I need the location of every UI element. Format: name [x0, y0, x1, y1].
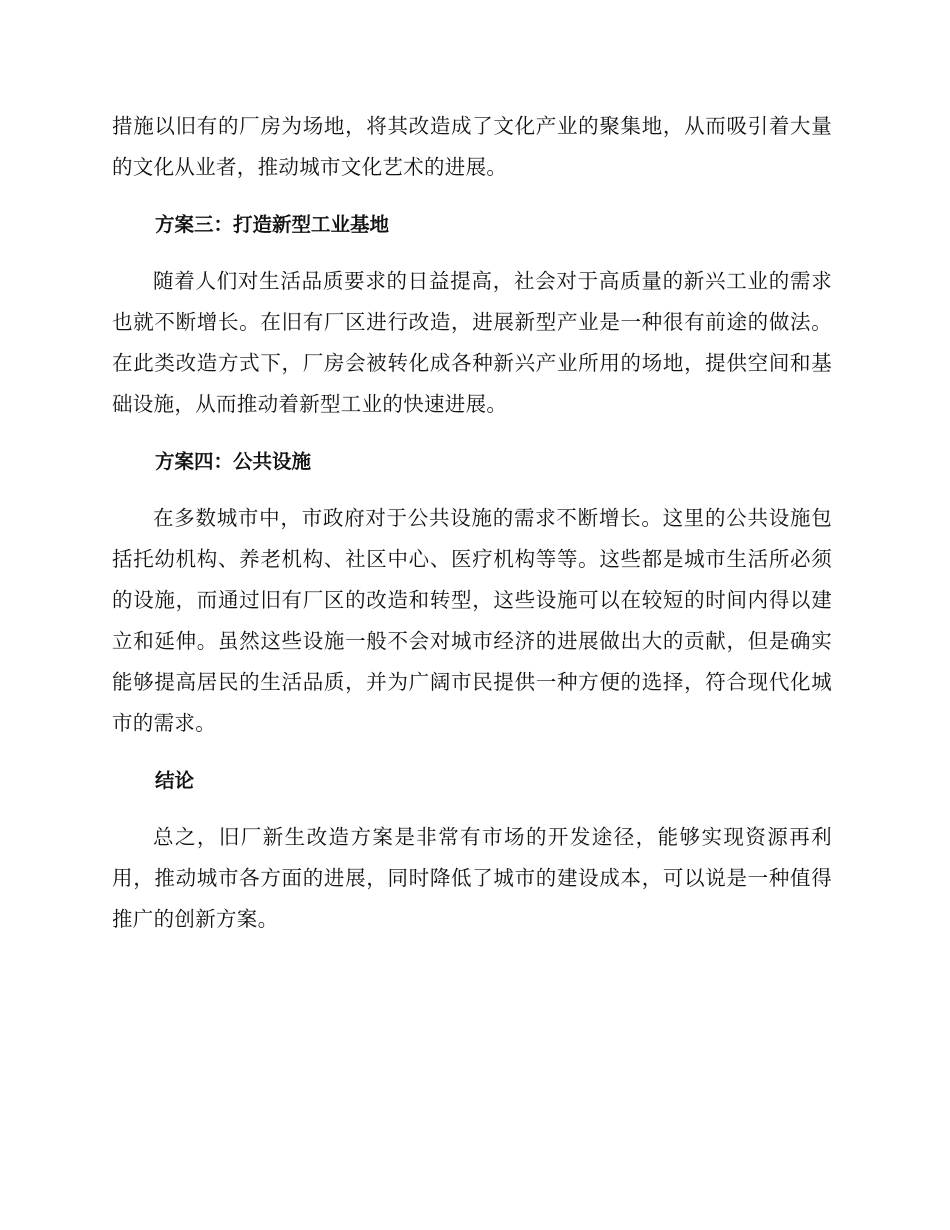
conclusion-heading: 结论: [155, 769, 195, 792]
document-page: [112, 106, 832, 940]
section-4-body: 在多数城市中，市政府对于公共设施的需求不断增长。这里的公共设施包括托幼机构、养老机构、社区中心、医疗机构等等。这些都是城市生活所必须的设施，而通过旧有厂区的改造和转型，这些设施可以在较短的时间内得以建立和延伸。虽然这些设施一般不会对城市经济的进展做出大的贡献，但是确实能够提高居民的生活品质，并为广阔市民提供一种方便的选择，符合现代化城市的需求。: [112, 506, 832, 735]
intro-paragraph: 措施以旧有的厂房为场地，将其改造成了文化产业的聚集地，从而吸引着大量的文化从业者，推动城市文化艺术的进展。: [112, 114, 832, 179]
section-3-body: 随着人们对生活品质要求的日益提高，社会对于高质量的新兴工业的需求也就不断增长。在旧有厂区进行改造，进展新型产业是一种很有前途的做法。在此类改造方式下，厂房会被转化成各种新兴产业所用的场地，提供空间和基础设施，从而推动着新型工业的快速进展。: [112, 269, 832, 416]
conclusion-body: 总之，旧厂新生改造方案是非常有市场的开发途径，能够实现资源再利用，推动城市各方面的进展，同时降低了城市的建设成本，可以说是一种值得推广的创新方案。: [112, 825, 832, 931]
section-3-heading: 方案三：打造新型工业基地: [155, 213, 390, 236]
section-4-heading: 方案四：公共设施: [155, 450, 312, 473]
